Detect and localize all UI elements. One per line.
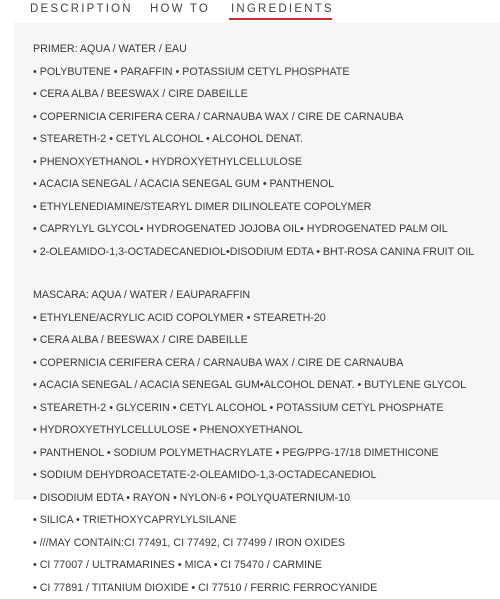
ingredient-line: • CERA ALBA / BEESWAX / CIRE DABEILLE xyxy=(33,83,498,106)
tab-ingredients[interactable]: INGREDIENTS xyxy=(231,3,334,15)
ingredient-line: MASCARA: AQUA / WATER / EAUPARAFFIN xyxy=(33,284,498,307)
ingredients-list xyxy=(33,38,498,599)
ingredient-line: • ACACIA SENEGAL / ACACIA SENEGAL GUM•ALCOHOL DENAT. • BUTYLENE GLYCOL xyxy=(33,374,498,397)
product-info-tabs xyxy=(0,0,500,22)
section-gap xyxy=(33,263,498,284)
ingredient-line: • STEARETH-2 • GLYCERIN • CETYL ALCOHOL • POTASSIUM CETYL PHOSPHATE xyxy=(33,397,498,420)
ingredient-line: • CERA ALBA / BEESWAX / CIRE DABEILLE xyxy=(33,329,498,352)
tab-description[interactable]: DESCRIPTION xyxy=(30,3,133,15)
ingredient-line: • DISODIUM EDTA • RAYON • NYLON-6 • POLYQUATERNIUM-10 xyxy=(33,487,498,510)
primer-ingredients xyxy=(33,38,498,263)
ingredient-line: • HYDROXYETHYLCELLULOSE • PHENOXYETHANOL xyxy=(33,419,498,442)
mascara-ingredients xyxy=(33,284,498,599)
ingredient-line: PRIMER: AQUA / WATER / EAU xyxy=(33,38,498,61)
ingredient-line: • ACACIA SENEGAL / ACACIA SENEGAL GUM • PANTHENOL xyxy=(33,173,498,196)
ingredient-line: • STEARETH-2 • CETYL ALCOHOL • ALCOHOL DENAT. xyxy=(33,128,498,151)
ingredient-line: • POLYBUTENE • PARAFFIN • POTASSIUM CETYL PHOSPHATE xyxy=(33,61,498,84)
ingredient-line: • COPERNICIA CERIFERA CERA / CARNAUBA WAX / CIRE DE CARNAUBA xyxy=(33,352,498,375)
ingredients-panel xyxy=(14,22,500,500)
ingredient-line: • SODIUM DEHYDROACETATE-2-OLEAMIDO-1,3-OCTADECANEDIOL xyxy=(33,464,498,487)
ingredient-line: • ///MAY CONTAIN:CI 77491, CI 77492, CI 77499 / IRON OXIDES xyxy=(33,532,498,555)
ingredient-line: • PHENOXYETHANOL • HYDROXYETHYLCELLULOSE xyxy=(33,151,498,174)
active-tab-indicator xyxy=(229,18,332,20)
ingredient-line: • SILICA • TRIETHOXYCAPRYLYLSILANE xyxy=(33,509,498,532)
ingredient-line: • PANTHENOL • SODIUM POLYMETHACRYLATE • PEG/PPG-17/18 DIMETHICONE xyxy=(33,442,498,465)
ingredient-line: • CI 77891 / TITANIUM DIOXIDE • CI 77510 / FERRIC FERROCYANIDE xyxy=(33,577,498,599)
tab-how-to[interactable]: HOW TO xyxy=(150,3,210,15)
ingredient-line: • 2-OLEAMIDO-1,3-OCTADECANEDIOL•DISODIUM EDTA • BHT-ROSA CANINA FRUIT OIL xyxy=(33,241,498,264)
ingredient-line: • CI 77007 / ULTRAMARINES • MICA • CI 75470 / CARMINE xyxy=(33,554,498,577)
ingredient-line: • ETHYLENE/ACRYLIC ACID COPOLYMER • STEARETH-20 xyxy=(33,307,498,330)
ingredient-line: • COPERNICIA CERIFERA CERA / CARNAUBA WAX / CIRE DE CARNAUBA xyxy=(33,106,498,129)
ingredient-line: • ETHYLENEDIAMINE/STEARYL DIMER DILINOLEATE COPOLYMER xyxy=(33,196,498,219)
ingredient-line: • CAPRYLYL GLYCOL• HYDROGENATED JOJOBA OIL• HYDROGENATED PALM OIL xyxy=(33,218,498,241)
